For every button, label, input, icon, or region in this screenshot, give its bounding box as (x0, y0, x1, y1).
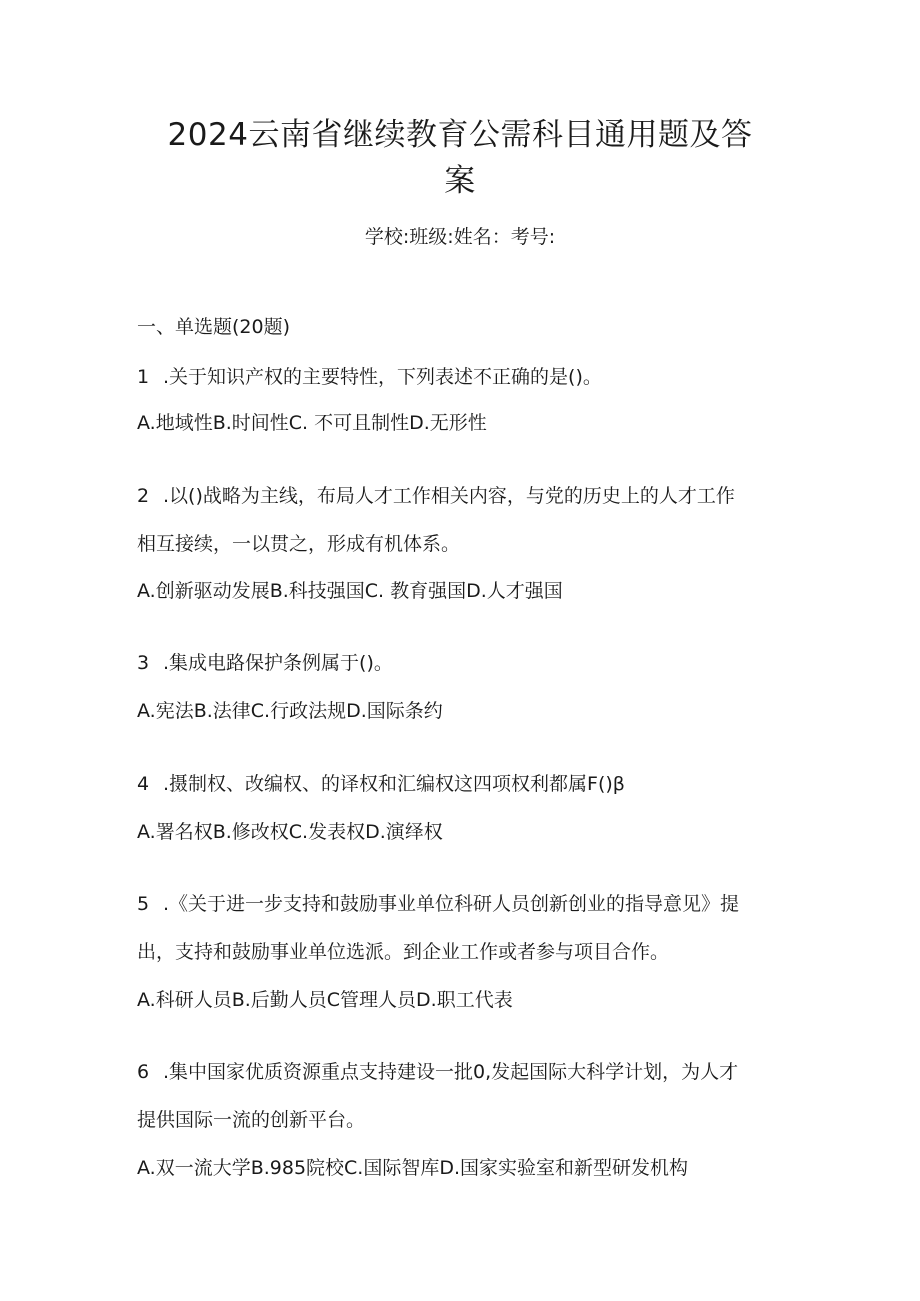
question-2-stem-line-2: 相互接续，一以贯之，形成有机体系。 (137, 533, 461, 555)
question-6-stem-line-2: 提供国际一流的创新平台。 (137, 1109, 366, 1131)
question-6-stem-text-1: .集中国家优质资源重点支持建设一批0,发起国际大科学计划，为人才 (163, 1061, 739, 1083)
question-5-number: 5 (137, 893, 150, 915)
question-5-stem-line-2: 出，支持和鼓励事业单位选派。到企业工作或者参与项目合作。 (137, 941, 670, 963)
student-info-text: 学校:班级:姓名：考号: (364, 226, 556, 248)
question-1-options: A.地域性B.时间性C. 不可且制性D.无形性 (137, 412, 487, 434)
question-1-stem-line-1 (137, 364, 787, 390)
question-3-number: 3 (137, 652, 150, 674)
question-6-stem-line-1 (137, 1059, 787, 1085)
question-3-options: A.宪法B.法律C.行政法规D.国际条约 (137, 700, 443, 722)
document-title (135, 112, 785, 204)
question-2-options: A.创新驱动发展B.科技强国C. 教育强国D.人才强国 (137, 580, 563, 602)
question-5-stem-line-1 (137, 891, 787, 917)
question-3-stem-line-1 (137, 650, 787, 676)
section-heading: 一、单选题(20题) (137, 316, 291, 338)
student-info-line (0, 224, 920, 250)
question-6-number: 6 (137, 1061, 150, 1083)
question-1-stem-text-1: .关于知识产权的主要特性，下列表述不正确的是()。 (163, 366, 602, 388)
question-2-stem-text-1: .以()战略为主线，布局人才工作相关内容，与党的历史上的人才工作 (163, 485, 735, 507)
question-5-stem-text-1: .《关于进一步支持和鼓励事业单位科研人员创新创业的指导意见》提 (163, 893, 740, 915)
title-line-1: 2024云南省继续教育公需科目通用题及答 (167, 117, 753, 153)
question-4-options: A.署名权B.修改权C.发表权D.演绎权 (137, 821, 443, 843)
question-6-options: A.双一流大学B.985院校C.国际智库D.国家实验室和新型研发机构 (137, 1157, 689, 1179)
question-4-stem-text-1: .摄制权、改编权、的译权和汇编权这四项权利都属F()β (163, 773, 625, 795)
question-4-number: 4 (137, 773, 150, 795)
title-line-2: 案 (444, 163, 476, 199)
question-5-options: A.科研人员B.后勤人员C管理人员D.职工代表 (137, 989, 513, 1011)
question-4-stem-line-1 (137, 771, 787, 797)
question-2-number: 2 (137, 485, 150, 507)
question-1-number: 1 (137, 366, 150, 388)
question-2-stem-line-1 (137, 483, 787, 509)
question-3-stem-text-1: .集成电路保护条例属于()。 (163, 652, 393, 674)
